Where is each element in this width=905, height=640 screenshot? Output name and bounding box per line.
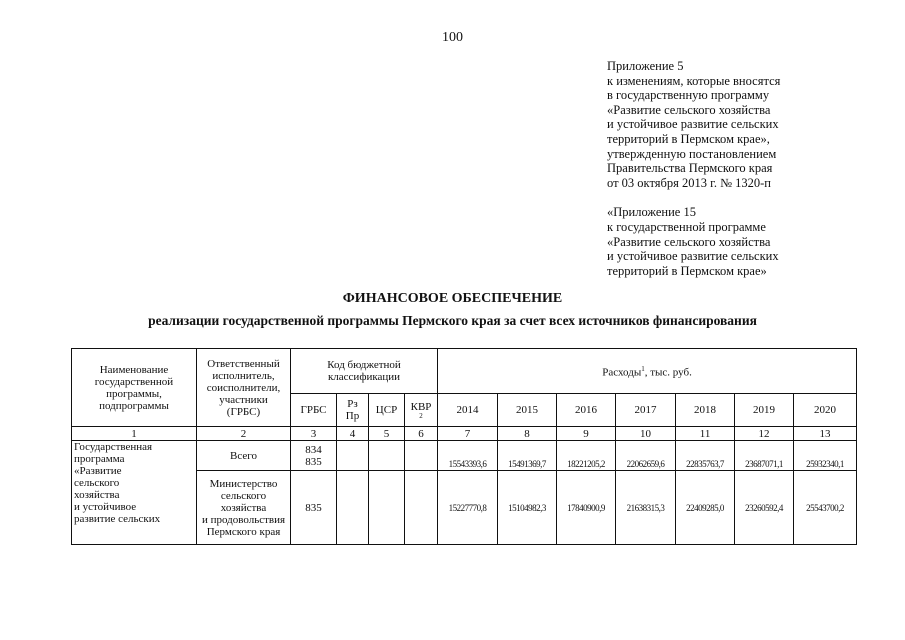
appendix-5-block (607, 59, 897, 190)
financing-table (71, 348, 857, 545)
csr-cell (369, 441, 405, 471)
grbs-cell: 834 835 (291, 441, 337, 471)
header-grbs: ГРБС (291, 394, 337, 427)
column-number: 3 (291, 427, 337, 441)
value-cell: 15104982,3 (498, 471, 557, 545)
value-cell: 25543700,2 (794, 471, 857, 545)
column-number: 10 (616, 427, 676, 441)
column-number: 8 (498, 427, 557, 441)
value-cell: 25932340,1 (794, 441, 857, 471)
header-rz-pr: Рз Пр (337, 394, 369, 427)
rz-pr-cell (337, 471, 369, 545)
header-kvr: КВР 2 (405, 394, 438, 427)
column-number: 11 (676, 427, 735, 441)
value-cell: 22062659,6 (616, 441, 676, 471)
header-year: 2014 (438, 394, 498, 427)
column-number: 2 (197, 427, 291, 441)
csr-cell (369, 471, 405, 545)
appendix-line: Приложение 5 (607, 59, 684, 73)
rz-pr-cell (337, 441, 369, 471)
value-cell: 18221205,2 (557, 441, 616, 471)
document-title: ФИНАНСОВОЕ ОБЕСПЕЧЕНИЕ (342, 291, 563, 306)
column-number: 5 (369, 427, 405, 441)
header-year: 2017 (616, 394, 676, 427)
table-row (72, 441, 857, 471)
value-cell: 21638315,3 (616, 471, 676, 545)
header-name: Наименование государственной программы, подпрограммы (72, 349, 197, 427)
value-cell: 22409285,0 (676, 471, 735, 545)
page-number: 100 (442, 30, 463, 45)
program-name-cell: Государственная программа «Развитие сельского хозяйства и устойчивое развитие сельских (72, 441, 197, 545)
header-executor: Ответственный исполнитель, соисполнители, участники (ГРБС) (197, 349, 291, 427)
appendix-line: Правительства Пермского края (607, 161, 773, 176)
executor-cell: Министерство сельского хозяйства и продовольствия Пермского края (197, 471, 291, 545)
appendix-line: «Развитие сельского хозяйства (607, 102, 771, 117)
column-number: 12 (735, 427, 794, 441)
value-cell: 17840900,9 (557, 471, 616, 545)
appendix-line: «Приложение 15 (607, 205, 696, 220)
column-number: 4 (337, 427, 369, 441)
header-row (72, 349, 857, 394)
value-cell: 15227770,8 (438, 471, 498, 545)
column-number: 6 (405, 427, 438, 441)
appendix-line: от 03 октября 2013 г. № 1320-п (607, 175, 771, 190)
value-cell: 22835763,7 (676, 441, 735, 471)
appendix-line: к государственной программе (607, 219, 766, 234)
value-cell: 23260592,4 (735, 471, 794, 545)
header-year: 2015 (498, 394, 557, 427)
column-number: 13 (794, 427, 857, 441)
column-number: 9 (557, 427, 616, 441)
appendix-line: к изменениям, которые вносятся (607, 73, 781, 88)
value-cell: 15491369,7 (498, 441, 557, 471)
kvr-cell (405, 471, 438, 545)
header-year: 2020 (794, 394, 857, 427)
header-year: 2018 (676, 394, 735, 427)
appendix-line: «Развитие сельского хозяйства (607, 234, 771, 249)
header-budget-code: Код бюджетной классификации (291, 349, 438, 394)
grbs-cell: 835 (291, 471, 337, 545)
appendix-line: и устойчивое развитие сельских (607, 117, 779, 132)
header-year: 2019 (735, 394, 794, 427)
appendix-15-block (607, 205, 897, 278)
appendix-line: территорий в Пермском крае», (607, 131, 770, 146)
executor-cell: Всего (197, 441, 291, 471)
column-number: 7 (438, 427, 498, 441)
appendix-line: в государственную программу (607, 88, 770, 103)
value-cell: 15543393,6 (438, 441, 498, 471)
appendix-note (607, 59, 897, 278)
header-year: 2016 (557, 394, 616, 427)
value-cell: 23687071,1 (735, 441, 794, 471)
header-csr: ЦСР (369, 394, 405, 427)
kvr-cell (405, 441, 438, 471)
appendix-line: и устойчивое развитие сельских (607, 249, 779, 264)
column-number: 1 (72, 427, 197, 441)
column-number-row (72, 427, 857, 441)
appendix-line: утвержденную постановлением (607, 146, 777, 161)
document-subtitle: реализации государственной программы Пермского края за счет всех источников финансирования (148, 313, 757, 328)
header-expenses: Расходы$^1$, тыс. руб. (438, 349, 857, 394)
appendix-line: территорий в Пермском крае» (607, 263, 767, 278)
